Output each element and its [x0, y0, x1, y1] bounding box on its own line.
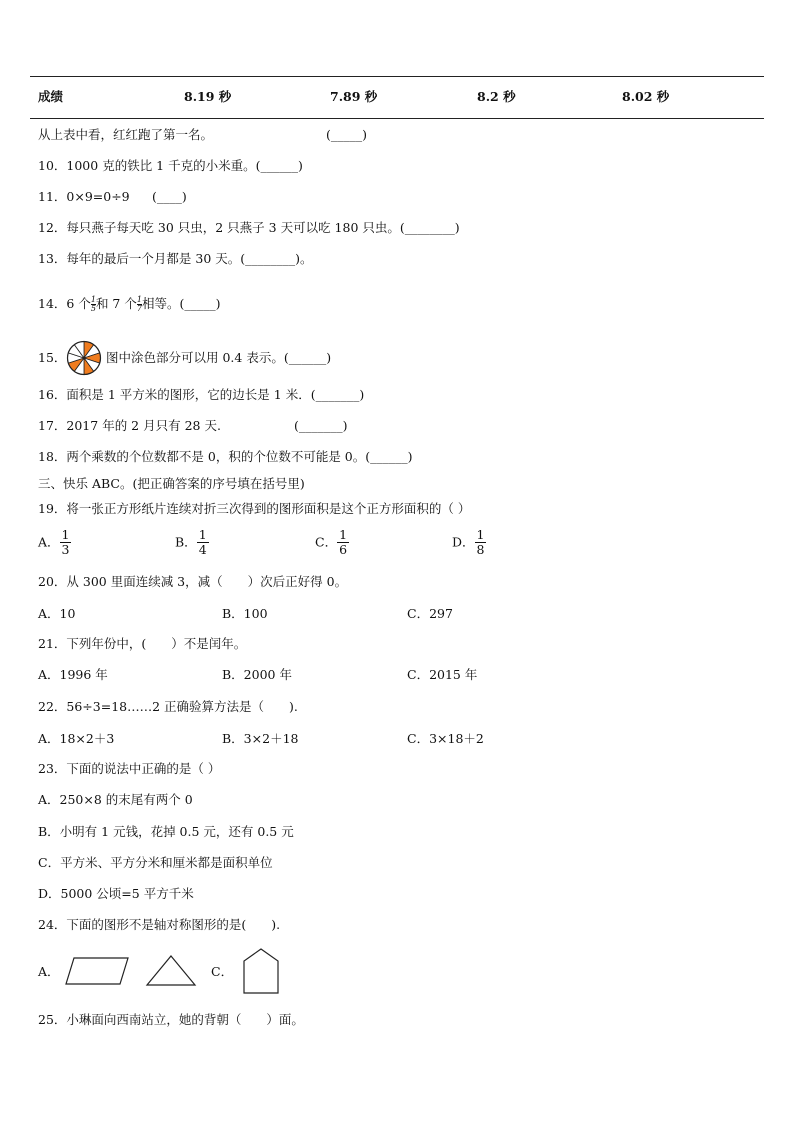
q25-text: 25．小琳面向西南站立，她的背朝（ ）面。 [38, 1012, 304, 1027]
shaded-circle-icon [66, 340, 102, 376]
q19-option-b-den: 4 [198, 542, 207, 557]
q9-blank: (_____) [326, 127, 368, 142]
table-cell-4: 8.02 秒 [622, 89, 670, 104]
q19-option-a-den: 3 [61, 542, 70, 557]
table-cell-1: 8.19 秒 [184, 89, 232, 104]
q14-fraction-1-den: 5 [90, 304, 96, 313]
q14-line [38, 296, 220, 318]
q11-text: 11．0×9=0÷9 [38, 189, 130, 204]
q15-number: 15． [38, 350, 67, 365]
q14-pre: 14．6 个 [38, 296, 91, 311]
pentagon-house-shape-icon [241, 947, 281, 995]
q19-option-c-num: 1 [339, 527, 348, 542]
q9-text: 从上表中看，红红跑了第一名。 [38, 127, 214, 142]
q19-option-d-den: 8 [476, 542, 485, 557]
q15-text: 图中涂色部分可以用 0.4 表示。(______) [106, 350, 332, 365]
q19-option-d-num: 1 [476, 527, 485, 542]
q20-text: 20．从 300 里面连续减 3，减（ ）次后正好得 0。 [38, 574, 348, 589]
parallelogram-shape-icon [64, 956, 130, 986]
q12-text: 12．每只燕子每天吃 30 只虫，2 只燕子 3 天可以吃 180 只虫。(________) [38, 220, 460, 235]
table-row-label: 成绩 [38, 89, 64, 104]
q19-option-d-fraction [475, 528, 487, 557]
q22-option-a: A．18×2＋3 [38, 731, 115, 746]
q14-fraction-1-num: 1 [90, 295, 96, 304]
q14-mid: 和 7 个 [95, 296, 137, 311]
q24-option-a-label: A． [38, 964, 60, 979]
q19-option-b-label: B． [175, 534, 197, 550]
q19-text: 19．将一张正方形纸片连续对折三次得到的图形面积是这个正方形面积的（ ） [38, 501, 471, 516]
q20-option-a: A．10 [38, 606, 76, 621]
q21-text: 21．下列年份中，( ）不是闰年。 [38, 636, 247, 651]
q22-option-c: C．3×18＋2 [407, 731, 484, 746]
q19-option-b [175, 528, 209, 564]
q14-fraction-2-num: 1 [136, 295, 142, 304]
q19-option-a-fraction [60, 528, 72, 557]
q19-option-a-label: A． [38, 534, 60, 550]
q24-text: 24．下面的图形不是轴对称图形的是( ). [38, 917, 281, 932]
table-cell-3: 8.2 秒 [477, 89, 516, 104]
q19-option-c-label: C． [315, 534, 338, 550]
q21-option-c: C．2015 年 [407, 667, 478, 682]
section-3-title: 三、快乐 ABC。(把正确答案的序号填在括号里) [38, 476, 305, 491]
q24-option-c-label: C． [211, 964, 234, 979]
table-top-rule [30, 76, 764, 77]
q21-option-a: A．1996 年 [38, 667, 108, 682]
q13-text: 13．每年的最后一个月都是 30 天。(________)。 [38, 251, 313, 266]
table-bottom-rule [30, 118, 764, 119]
q20-option-c: C．297 [407, 606, 453, 621]
q19-option-c [315, 528, 349, 564]
q21-option-b: B．2000 年 [222, 667, 292, 682]
q20-option-b: B．100 [222, 606, 268, 621]
table-cell-2: 7.89 秒 [330, 89, 378, 104]
q17-blank: (_______) [294, 418, 348, 433]
q17-text: 17．2017 年的 2 月只有 28 天. [38, 418, 221, 433]
q23-text: 23．下面的说法中正确的是（ ） [38, 761, 221, 776]
q22-option-b: B．3×2＋18 [222, 731, 299, 746]
q19-option-b-fraction [197, 528, 209, 557]
q10-text: 10．1000 克的铁比 1 千克的小米重。(______) [38, 158, 303, 173]
q18-text: 18．两个乘数的个位数都不是 0，积的个位数不可能是 0。(______) [38, 449, 413, 464]
q19-option-d [452, 528, 486, 564]
q19-option-c-den: 6 [339, 542, 348, 557]
q14-post: 相等。(_____) [141, 296, 221, 311]
q11-blank: (____) [152, 189, 187, 204]
q16-text: 16．面积是 1 平方米的图形，它的边长是 1 米．(_______) [38, 387, 365, 402]
q23-option-c: C．平方米、平方分米和厘米都是面积单位 [38, 855, 273, 870]
q19-option-b-num: 1 [198, 527, 207, 542]
q19-option-a-num: 1 [61, 527, 70, 542]
q23-option-b: B．小明有 1 元钱，花掉 0.5 元，还有 0.5 元 [38, 824, 294, 839]
q19-option-d-label: D． [452, 534, 475, 550]
q23-option-a: A．250×8 的末尾有两个 0 [38, 792, 193, 807]
q19-option-c-fraction [337, 528, 349, 557]
triangle-shape-icon [145, 954, 197, 988]
q19-option-a [38, 528, 71, 564]
q22-text: 22．56÷3=18……2 正确验算方法是（ ). [38, 699, 298, 714]
q23-option-d: D．5000 公顷=5 平方千米 [38, 886, 194, 901]
q14-fraction-2-den: 7 [136, 304, 142, 313]
